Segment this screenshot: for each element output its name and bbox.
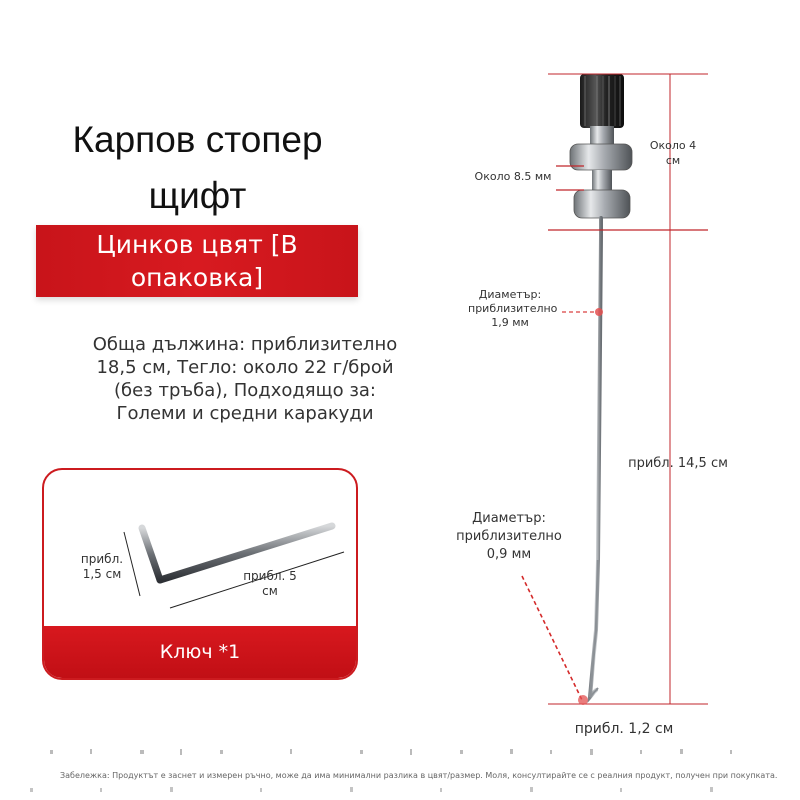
upper-diameter-dot	[595, 308, 603, 316]
description-line-3: (без тръба), Подходящо за:	[113, 380, 376, 401]
key-footer: Ключ *1	[44, 626, 356, 678]
shaft-length-label: прибл. 14,5 см	[628, 456, 728, 471]
lower-diameter-label: Диаметър: приблизително 0,9 мм	[456, 511, 562, 562]
head-length-label: Около 4 см	[649, 139, 697, 167]
collar-label: Около 8.5 мм	[474, 170, 552, 183]
knurled-knob	[580, 74, 624, 128]
scan-artifact-bottom	[30, 787, 770, 793]
key-length-label: прибл. 5 см	[243, 569, 297, 598]
banner-line-1: Цинков цвят [В	[96, 230, 298, 259]
disclaimer-note: Забележка: Продуктът е заснет и измерен ръчно, може да има минимални разлика в цвят/размер. Моля, консултирайте се с реалния продукт, получен при покупката.	[60, 771, 778, 780]
title-line-1: Карпов стопер	[72, 119, 323, 160]
color-banner	[36, 225, 358, 297]
description-line-1: Обща дължина: приблизително	[92, 334, 398, 355]
allen-key-illustration	[44, 470, 358, 630]
tip-length-label: прибл. 1,2 см	[574, 721, 674, 737]
metal-collar	[570, 126, 632, 218]
allen-key-short-arm	[142, 528, 160, 580]
banner-line-2: опаковка]	[130, 263, 264, 292]
product-title	[0, 112, 395, 224]
upper-diameter-label: Диаметър: приблизително 1,9 мм	[468, 288, 558, 329]
lower-diameter-leader	[522, 576, 582, 700]
scan-artifact-top	[30, 748, 770, 756]
lower-diameter-dot	[578, 695, 588, 705]
stopper-pin-illustration	[440, 60, 780, 730]
product-description	[65, 333, 425, 425]
key-panel	[42, 468, 358, 680]
description-line-2: 18,5 см, Тегло: около 22 г/брой	[96, 357, 394, 378]
key-height-label: прибл. 1,5 см	[80, 552, 124, 581]
title-line-2: щифт	[148, 175, 247, 216]
description-line-4: Големи и средни каракуди	[116, 403, 374, 424]
